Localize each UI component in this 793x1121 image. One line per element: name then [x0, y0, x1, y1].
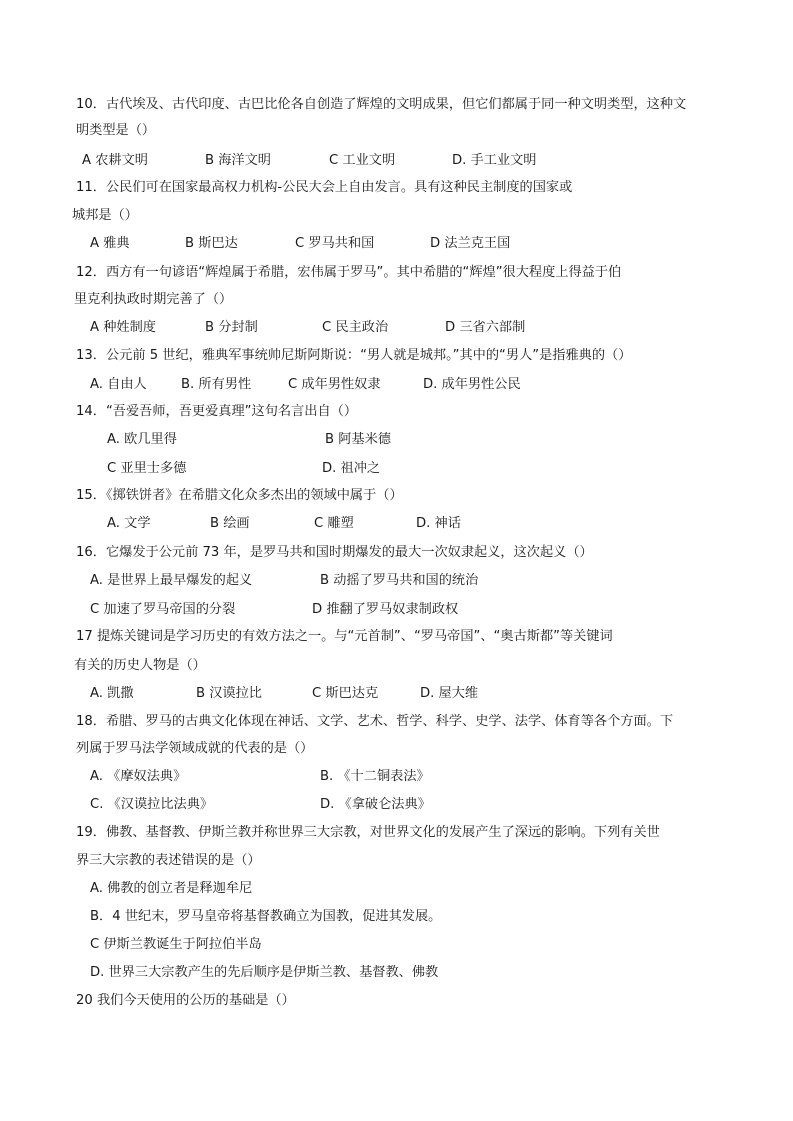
option-c: C 伊斯兰教诞生于阿拉伯半岛 [90, 937, 262, 952]
option-b: B 动摇了罗马共和国的统治 [320, 573, 479, 588]
option-d: D. 屋大维 [420, 686, 479, 701]
question-stem: 明类型是（） [76, 123, 156, 138]
option-b: B 分封制 [205, 320, 258, 335]
option-c: C 民主政治 [322, 320, 389, 335]
question-stem: 11．公民们可在国家最高权力机构-公民大会上自由发言。具有这种民主制度的国家或 [76, 180, 573, 195]
option-c: C 工业文明 [329, 153, 396, 168]
question-stem: 10．古代埃及、古代印度、古巴比伦各自创造了辉煌的文明成果，但它们都属于同一种文明类型，这种文 [76, 97, 687, 112]
question-stem: 里克利执政时期完善了（） [74, 292, 233, 307]
option-b: B 海洋文明 [205, 153, 271, 168]
question-stem: 17 提炼关键词是学习历史的有效方法之一。与“元首制”、“罗马帝国”、“奥古斯都”等关键词 [76, 629, 613, 644]
option-d: D. 祖冲之 [322, 461, 381, 476]
question-stem: 城邦是（） [72, 208, 138, 223]
question-stem: 15．《掷铁饼者》在希腊文化众多杰出的领域中属于（） [76, 488, 403, 503]
option-b: B 斯巴达 [185, 236, 238, 251]
option-a: A. 《摩奴法典》 [90, 769, 187, 784]
option-a: A. 文学 [107, 516, 151, 531]
question-stem: 14．“吾爱吾师，吾更爱真理”这句名言出自（） [76, 404, 358, 419]
question-stem: 12．西方有一句谚语“辉煌属于希腊，宏伟属于罗马”。其中希腊的“辉煌”很大程度上得益于伯 [76, 265, 622, 280]
option-a: A 雅典 [90, 236, 130, 251]
option-c: C 亚里士多德 [107, 461, 187, 476]
option-a: A. 是世界上最早爆发的起义 [90, 573, 253, 588]
option-b: B．4 世纪末，罗马皇帝将基督教确立为国教，促进其发展。 [90, 909, 442, 924]
option-d: D 法兰克王国 [430, 236, 511, 251]
option-d: D 推翻了罗马奴隶制政权 [312, 602, 459, 617]
option-c: C 斯巴达克 [312, 686, 379, 701]
option-c: C 成年男性奴隶 [288, 377, 381, 392]
option-a: A. 欧几里得 [107, 432, 177, 447]
option-d: D 三省六部制 [445, 320, 526, 335]
option-c: C 加速了罗马帝国的分裂 [90, 602, 236, 617]
option-b: B 绘画 [210, 516, 250, 531]
option-a: A. 自由人 [90, 377, 147, 392]
question-stem: 19．佛教、基督教、伊斯兰教并称世界三大宗教，对世界文化的发展产生了深远的影响。下列有关世 [76, 825, 660, 840]
option-a: A. 凯撒 [90, 686, 134, 701]
option-d: D. 神话 [416, 516, 461, 531]
option-d: D. 世界三大宗教产生的先后顺序是伊斯兰教、基督教、佛教 [90, 965, 439, 980]
option-b: B. 所有男性 [181, 377, 252, 392]
question-stem: 18．希腊、罗马的古典文化体现在神话、文学、艺术、哲学、科学、史学、法学、体育等各个方面。下 [76, 714, 674, 729]
option-c: C 雕塑 [314, 516, 354, 531]
question-stem: 20 我们今天使用的公历的基础是（） [76, 993, 295, 1008]
option-c: C 罗马共和国 [295, 236, 375, 251]
question-stem: 列属于罗马法学领域成就的代表的是（） [76, 741, 314, 756]
option-a: A 农耕文明 [82, 153, 148, 168]
option-c: C. 《汉谟拉比法典》 [90, 797, 214, 812]
option-b: B. 《十二铜表法》 [320, 769, 430, 784]
option-a: A 种姓制度 [90, 320, 156, 335]
question-stem: 13．公元前 5 世纪，雅典军事统帅尼斯阿斯说：“男人就是城邦。”其中的“男人”是指雅典的（） [76, 348, 632, 363]
question-stem: 有关的历史人物是（） [74, 658, 206, 673]
question-stem: 16．它爆发于公元前 73 年，是罗马共和国时期爆发的最大一次奴隶起义，这次起义（） [76, 545, 593, 560]
option-d: D. 《拿破仑法典》 [320, 797, 431, 812]
option-b: B 汉谟拉比 [196, 686, 262, 701]
option-d: D. 成年男性公民 [423, 377, 521, 392]
option-a: A. 佛教的创立者是释迦牟尼 [90, 881, 253, 896]
question-stem: 界三大宗教的表述错误的是（） [76, 853, 261, 868]
option-d: D. 手工业文明 [452, 153, 537, 168]
option-b: B 阿基米德 [325, 432, 391, 447]
